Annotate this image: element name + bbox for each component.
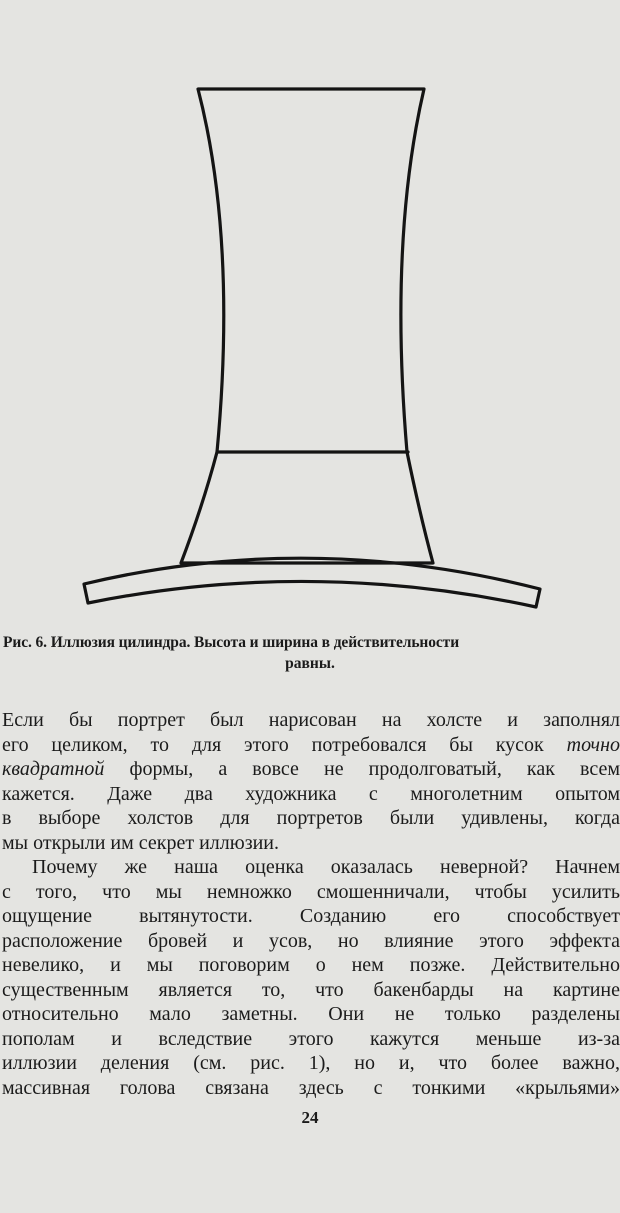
body-text <box>2 708 620 1100</box>
text-line: квадратной формы, а вовсе не продолговатый, как всем <box>2 758 620 780</box>
italic-text: квадратной <box>2 758 105 780</box>
figure-caption <box>0 632 620 674</box>
hat-brim-outline <box>84 558 540 607</box>
text-line: пополам и вследствие этого кажутся меньше из-за <box>2 1027 620 1050</box>
text-line: относительно мало заметны. Они не только разделены <box>2 1003 620 1025</box>
text-line: Почему же наша оценка оказалась неверной? Начнем <box>32 856 620 878</box>
text-line: существенным является то, что бакенбарды на картине <box>2 978 620 1001</box>
text-line: ощущение вытянутости. Созданию его способствует <box>2 905 620 927</box>
text-line: мы открыли им секрет иллюзии. <box>2 831 280 854</box>
text-line: в выборе холстов для портретов были удивлены, когда <box>2 807 620 829</box>
text-line: невелико, и мы поговорим о нем позже. Действительно <box>2 954 620 976</box>
text-line: его целиком, то для этого потребовался бы кусок точно <box>2 733 620 756</box>
text-line: с того, что мы немножко смошенничали, чтобы усилить <box>2 880 620 903</box>
hat-crown-outline <box>181 89 433 563</box>
text-line: расположение бровей и усов, но влияние этого эффекта <box>2 929 620 952</box>
text-line: иллюзии деления (см. рис. 1), но и, что более важно, <box>2 1052 620 1074</box>
text-line: Если бы портрет был нарисован на холсте и заполнял <box>2 709 620 731</box>
caption-line-2: равны. <box>285 655 335 672</box>
italic-text: точно <box>566 733 620 756</box>
caption-line-1: Рис. 6. Иллюзия цилиндра. Высота и ширина в действительности <box>3 634 460 651</box>
text-line: массивная голова связана здесь с тонкими «крыльями» <box>2 1076 620 1099</box>
page-number: 24 <box>301 1108 319 1127</box>
text-line: кажется. Даже два художника с многолетним опытом <box>2 782 620 805</box>
